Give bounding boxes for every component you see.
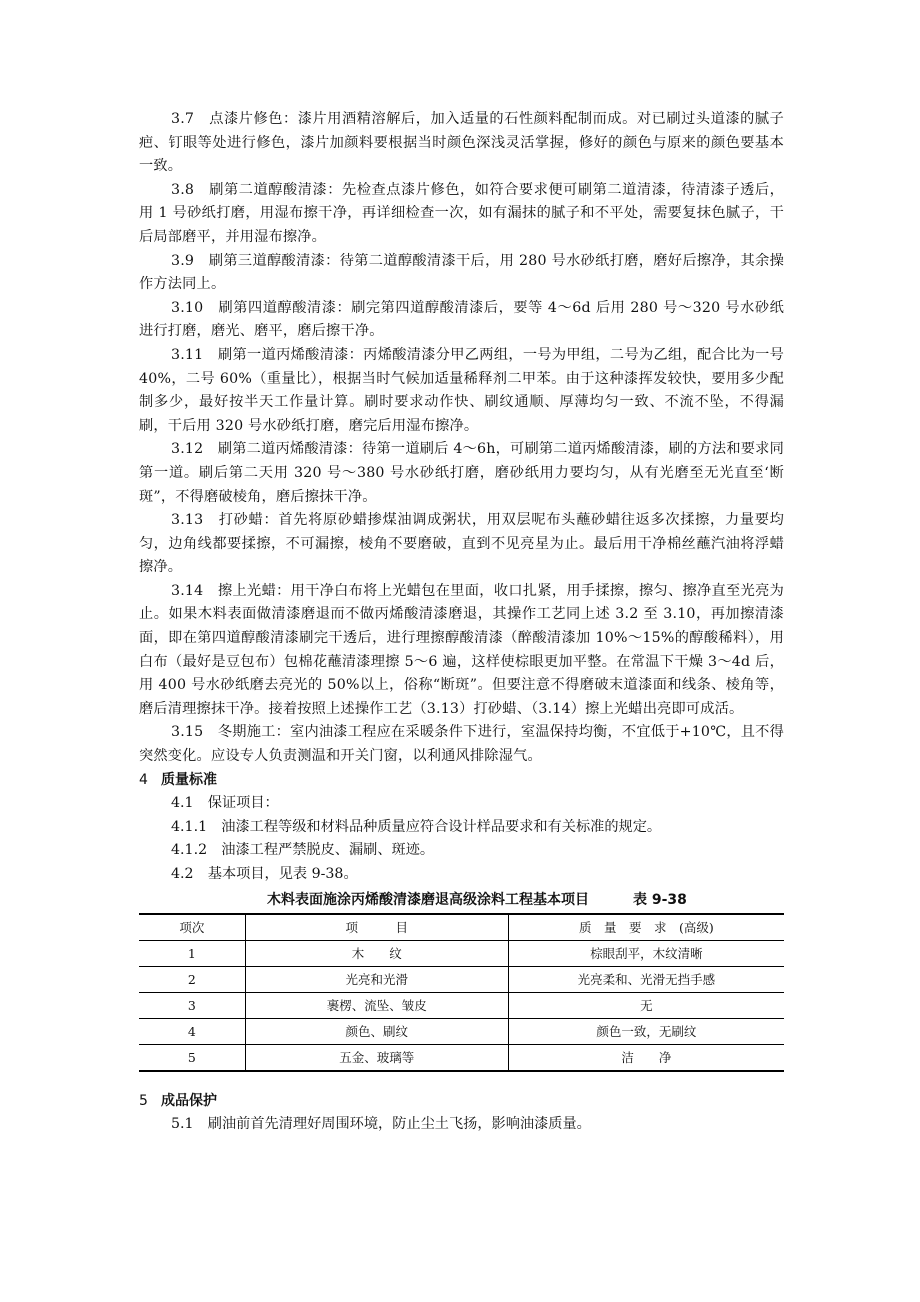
cell-requirement: 洁 净	[508, 1044, 784, 1071]
paragraph-3-9: 3.9 刷第三道醇酸清漆：待第二道醇酸清漆干后，用 280 号水砂纸打磨，磨好后擦净，其余操作方法同上。	[139, 252, 784, 293]
table-title: 木料表面施涂丙烯酸清漆磨退高级涂料工程基本项目	[267, 891, 589, 908]
spacer	[139, 1072, 784, 1090]
paragraph-3-10: 3.10 刷第四道醇酸清漆：刷完第四道醇酸清漆后，要等 4～6d 后用 280 号～320 号水砂纸进行打磨，磨光、磨平，磨后擦干净。	[139, 299, 784, 340]
paragraph-3-11: 3.11 刷第一道丙烯酸清漆：丙烯酸清漆分甲乙两组，一号为甲组，二号为乙组，配合比为一号 40%，二号 60%（重量比），根据当时气候加适量稀释剂二甲苯。由于这种漆挥发较快，要用多少配制多少，最好按半天工作量计算。刷时要求动作快、刷纹通顺、厚薄均匀一致、不流不坠，不得漏刷，干后用 320 号水砂纸打磨，磨完后用湿布擦净。	[139, 346, 784, 434]
cell-requirement: 颜色一致，无刷纹	[508, 1018, 784, 1044]
cell-index: 3	[139, 992, 245, 1018]
cell-item: 颜色、刷纹	[245, 1018, 508, 1044]
section-title: 质量标准	[161, 771, 217, 788]
table-row	[139, 1018, 784, 1044]
section-title: 成品保护	[161, 1092, 217, 1109]
document-page	[139, 108, 784, 1137]
item-4-1-1: 4.1.1 油漆工程等级和材料品种质量应符合设计样品要求和有关标准的规定。	[171, 818, 662, 835]
paragraph-3-14: 3.14 擦上光蜡：用干净白布将上光蜡包在里面，收口扎紧，用手揉擦，擦匀、擦净直至光亮为止。如果木料表面做清漆磨退而不做丙烯酸清漆磨退，其操作工艺同上述 3.2 至 3.10，再加擦清漆面，即在第四道醇酸清漆刷完干透后，进行理擦醇酸清漆（醉酸清漆加 10%～15%的醇酸稀料），用白布（最好是豆包布）包棉花蘸清漆理擦 5～6 遍，这样使棕眼更加平整。在常温下干燥 3～4d 后，用 400 号水砂纸磨去亮光的 50%以上，俗称“断斑”。但要注意不得磨破末道漆面和线条、棱角等，磨后清理擦抹干净。接着按照上述操作工艺（3.13）打砂蜡、（3.14）擦上光蜡出亮即可成活。	[139, 582, 785, 717]
table-number: 表 9-38	[633, 891, 687, 908]
cell-index: 1	[139, 940, 245, 966]
item-4-1-2: 4.1.2 油漆工程严禁脱皮、漏刷、斑迹。	[171, 842, 435, 859]
cell-index: 4	[139, 1018, 245, 1044]
cell-requirement: 光亮柔和、光滑无挡手感	[508, 966, 784, 992]
cell-requirement: 无	[508, 992, 784, 1018]
section-heading-5	[139, 1090, 784, 1114]
cell-item: 木 纹	[245, 940, 508, 966]
table-caption	[139, 889, 784, 911]
table-row	[139, 966, 784, 992]
section-heading-4	[139, 769, 784, 793]
cell-item: 光亮和光滑	[245, 966, 508, 992]
cell-item: 裹楞、流坠、皱皮	[245, 992, 508, 1018]
paragraph-3-15: 3.15 冬期施工：室内油漆工程应在采暖条件下进行，室温保持均衡，不宜低于+10℃，且不得突然变化。应设专人负责测温和开关门窗，以利通风排除湿气。	[139, 724, 784, 765]
paragraph-3-12: 3.12 刷第二道丙烯酸清漆：待第一道刷后 4～6h，可刷第二道丙烯酸清漆，刷的方法和要求同第一道。刷后第二天用 320 号～380 号水砂纸打磨，磨砂纸用力要均匀，从有光磨至无光直至‘断斑”，不得磨破棱角，磨后擦抹干净。	[139, 441, 784, 505]
table-row	[139, 1044, 784, 1071]
section-number: 5	[139, 1092, 148, 1109]
cell-requirement: 棕眼刮平，木纹清晰	[508, 940, 784, 966]
item-4-2: 4.2 基本项目，见表 9-38。	[171, 866, 358, 882]
header-item: 项 目	[245, 914, 508, 941]
item-5-1: 5.1 刷油前首先清理好周围环境，防止尘土飞扬，影响油漆质量。	[171, 1116, 591, 1133]
item-4-1: 4.1 保证项目：	[171, 795, 279, 812]
header-index: 项次	[139, 914, 245, 941]
paragraph-3-8: 3.8 刷第二道醇酸清漆：先检查点漆片修色，如符合要求便可刷第二道清漆，待清漆子透后，用 1 号砂纸打磨，用湿布擦干净，再详细检查一次，如有漏抹的腻子和不平处，需要复抹色腻子，干后局部磨平，并用湿布擦净。	[139, 181, 784, 245]
cell-item: 五金、玻璃等	[245, 1044, 508, 1071]
cell-index: 2	[139, 966, 245, 992]
cell-index: 5	[139, 1044, 245, 1071]
quality-table	[139, 913, 784, 1072]
table-header-row	[139, 914, 784, 941]
section-number: 4	[139, 771, 148, 788]
paragraph-3-7: 3.7 点漆片修色：漆片用酒精溶解后，加入适量的石性颜料配制而成。对已刷过头道漆的腻子疤、钉眼等处进行修色，漆片加颜料要根据当时颜色深浅灵活掌握，修好的颜色与原来的颜色要基本一致。	[139, 111, 784, 175]
table-row	[139, 992, 784, 1018]
paragraph-3-13: 3.13 打砂蜡：首先将原砂蜡掺煤油调成粥状，用双层呢布头蘸砂蜡往返多次揉擦，力量要均匀，边角线都要揉擦，不可漏擦，棱角不要磨破，直到不见亮星为止。最后用干净棉丝蘸汽油将浮蜡擦净。	[139, 512, 784, 576]
table-row	[139, 940, 784, 966]
header-requirement: 质 量 要 求 (高级)	[508, 914, 784, 941]
